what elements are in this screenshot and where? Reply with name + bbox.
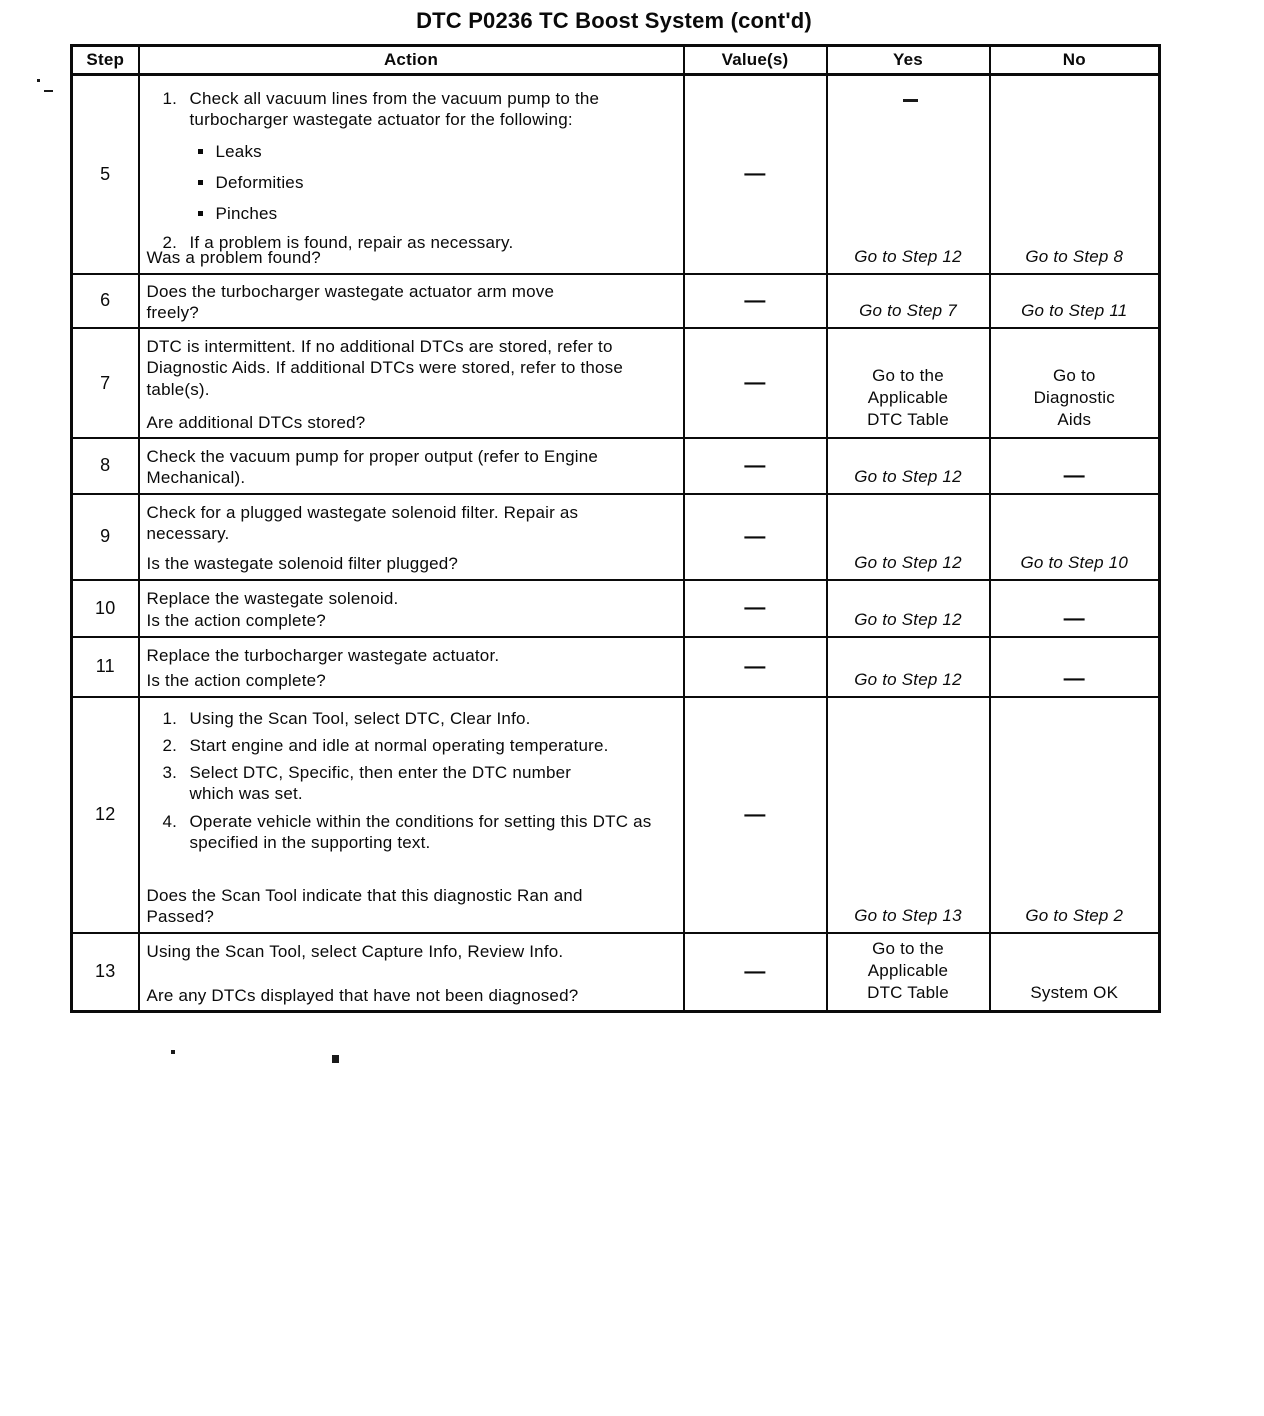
yes-text: Go to Step 12	[854, 466, 962, 486]
no-text: Go to Step 10	[1020, 552, 1128, 572]
item-text: Deformities	[215, 172, 304, 192]
scan-artifact	[332, 1055, 339, 1063]
action-text: Check the vacuum pump for proper output (refer to Engine Mechanical).	[146, 447, 599, 488]
item-text: Pinches	[215, 204, 278, 223]
value-cell	[684, 274, 827, 329]
no-cell	[990, 494, 1160, 580]
action-numbered-item	[147, 735, 675, 756]
value-cell	[684, 75, 827, 274]
action-bullet-item	[147, 141, 675, 162]
yes-cell	[827, 438, 990, 494]
yes-text: Go to Step 13	[854, 905, 962, 925]
item-text: Using the Scan Tool, select DTC, Clear Info.	[189, 708, 531, 728]
yes-cell	[827, 933, 990, 1012]
action-numbered-item	[147, 708, 675, 729]
action-numbered-item	[147, 88, 675, 131]
column-header-values: Value(s)	[684, 46, 827, 75]
table-row	[72, 697, 1160, 933]
item-number: 2.	[162, 735, 178, 755]
bullet-icon	[198, 149, 203, 154]
table-row	[72, 274, 1160, 329]
bullet-icon	[198, 211, 203, 216]
action-cell	[139, 494, 684, 580]
value-dash: —	[744, 959, 766, 983]
no-cell	[990, 75, 1160, 274]
action-question: Is the action complete?	[146, 671, 326, 691]
step-cell: 7	[72, 328, 139, 438]
no-cell	[990, 274, 1160, 329]
action-question: Does the Scan Tool indicate that this diagnostic Ran and Passed?	[146, 886, 583, 927]
table-row	[72, 75, 1160, 274]
table-row	[72, 438, 1160, 494]
yes-cell	[827, 274, 990, 329]
value-cell	[684, 933, 827, 1012]
table-row	[72, 637, 1160, 697]
action-cell	[139, 697, 684, 933]
action-bullet-item	[147, 172, 675, 193]
no-dash: —	[1063, 666, 1085, 690]
action-question: Are any DTCs displayed that have not been diagnosed?	[146, 985, 579, 1005]
no-text: Go to Step 8	[1025, 246, 1124, 266]
no-text: System OK	[1030, 982, 1119, 1002]
yes-cell	[827, 75, 990, 274]
action-numbered-item	[147, 762, 675, 805]
step-cell: 10	[72, 580, 139, 637]
scan-artifact	[37, 79, 40, 82]
value-dash: —	[744, 371, 766, 394]
table-row	[72, 494, 1160, 580]
step-cell: 8	[72, 438, 139, 494]
item-text: Operate vehicle within the conditions for setting this DTC as specified in the supporting text.	[189, 811, 652, 852]
item-number: 3.	[162, 763, 178, 782]
item-number: 1.	[162, 89, 178, 108]
value-dash: —	[744, 654, 766, 678]
value-dash: —	[744, 288, 766, 312]
no-cell	[990, 697, 1160, 933]
value-dash: —	[744, 802, 766, 826]
action-question: Was a problem found?	[146, 248, 321, 268]
action-question: Does the turbocharger wastegate actuator arm move freely?	[146, 281, 555, 322]
no-cell	[990, 438, 1160, 494]
scan-artifact	[171, 1050, 175, 1054]
column-header-yes: Yes	[827, 46, 990, 75]
action-text: Replace the wastegate solenoid.	[146, 588, 399, 608]
no-text: Go to Step 2	[1025, 905, 1124, 925]
action-cell	[139, 933, 684, 1012]
yes-text: Go to the Applicable DTC Table	[867, 938, 949, 1002]
no-cell	[990, 933, 1160, 1012]
value-dash: —	[744, 524, 766, 548]
yes-text: Go to Step 12	[854, 669, 962, 689]
action-text: Check for a plugged wastegate solenoid filter. Repair as necessary.	[146, 502, 579, 543]
yes-text: Go to Step 12	[854, 609, 962, 629]
step-cell: 12	[72, 697, 139, 933]
value-cell	[684, 494, 827, 580]
table-row	[72, 580, 1160, 637]
item-text: Select DTC, Specific, then enter the DTC number which was set.	[189, 763, 572, 804]
yes-text: Go to Step 12	[854, 552, 962, 572]
item-text: Start engine and idle at normal operating temperature.	[189, 735, 609, 755]
action-numbered-item	[147, 811, 675, 854]
yes-cell	[827, 494, 990, 580]
no-cell	[990, 580, 1160, 637]
yes-text: Go to Step 7	[859, 301, 957, 320]
yes-cell	[827, 328, 990, 438]
scan-artifact	[903, 99, 918, 102]
no-text: Go to Step 11	[1021, 301, 1128, 320]
action-cell	[139, 580, 684, 637]
action-text: Replace the turbocharger wastegate actuator.	[146, 645, 500, 665]
no-dash: —	[1063, 463, 1085, 487]
scan-artifact	[44, 90, 53, 92]
action-cell	[139, 637, 684, 697]
action-text: DTC is intermittent. If no additional DTCs are stored, refer to Diagnostic Aids. If additional DTCs were stored, refer to those table(s).	[146, 337, 624, 399]
value-cell	[684, 580, 827, 637]
item-text: Check all vacuum lines from the vacuum pump to the turbocharger wastegate actuator for the following:	[189, 89, 600, 130]
value-cell	[684, 697, 827, 933]
bullet-icon	[198, 180, 203, 185]
column-header-no: No	[990, 46, 1160, 75]
yes-cell	[827, 697, 990, 933]
no-text: Go to Diagnostic Aids	[1033, 365, 1115, 429]
step-cell: 13	[72, 933, 139, 1012]
column-header-step: Step	[72, 46, 139, 75]
yes-text: Go to the Applicable DTC Table	[867, 365, 949, 429]
action-question: Is the wastegate solenoid filter plugged?	[146, 554, 459, 574]
yes-text: Go to Step 12	[854, 246, 962, 266]
item-number: 1.	[162, 708, 178, 728]
value-dash: —	[744, 453, 766, 477]
action-text: Using the Scan Tool, select Capture Info, Review Info.	[146, 941, 564, 961]
item-number: 2.	[162, 233, 178, 253]
value-dash: —	[744, 162, 766, 186]
value-cell	[684, 637, 827, 697]
step-cell: 5	[72, 75, 139, 274]
action-cell	[139, 438, 684, 494]
action-bullet-item	[147, 203, 675, 224]
table-row	[72, 933, 1160, 1012]
step-cell: 6	[72, 274, 139, 329]
yes-cell	[827, 580, 990, 637]
table-row	[72, 328, 1160, 438]
page-title: DTC P0236 TC Boost System (cont'd)	[416, 8, 812, 33]
dtc-table	[70, 44, 1161, 1013]
table-header-row	[72, 46, 1160, 75]
action-question: Is the action complete?	[146, 611, 326, 631]
step-cell: 11	[72, 637, 139, 697]
column-header-action: Action	[139, 46, 684, 75]
item-text: If a problem is found, repair as necessary.	[189, 233, 514, 253]
action-cell	[139, 274, 684, 329]
value-cell	[684, 328, 827, 438]
item-number: 4.	[162, 811, 178, 831]
value-dash: —	[744, 596, 766, 619]
no-cell	[990, 328, 1160, 438]
action-cell	[139, 328, 684, 438]
action-question: Are additional DTCs stored?	[146, 412, 366, 432]
no-cell	[990, 637, 1160, 697]
item-text: Leaks	[215, 141, 262, 161]
yes-cell	[827, 637, 990, 697]
value-cell	[684, 438, 827, 494]
step-cell: 9	[72, 494, 139, 580]
action-cell	[139, 75, 684, 274]
no-dash: —	[1063, 606, 1085, 630]
